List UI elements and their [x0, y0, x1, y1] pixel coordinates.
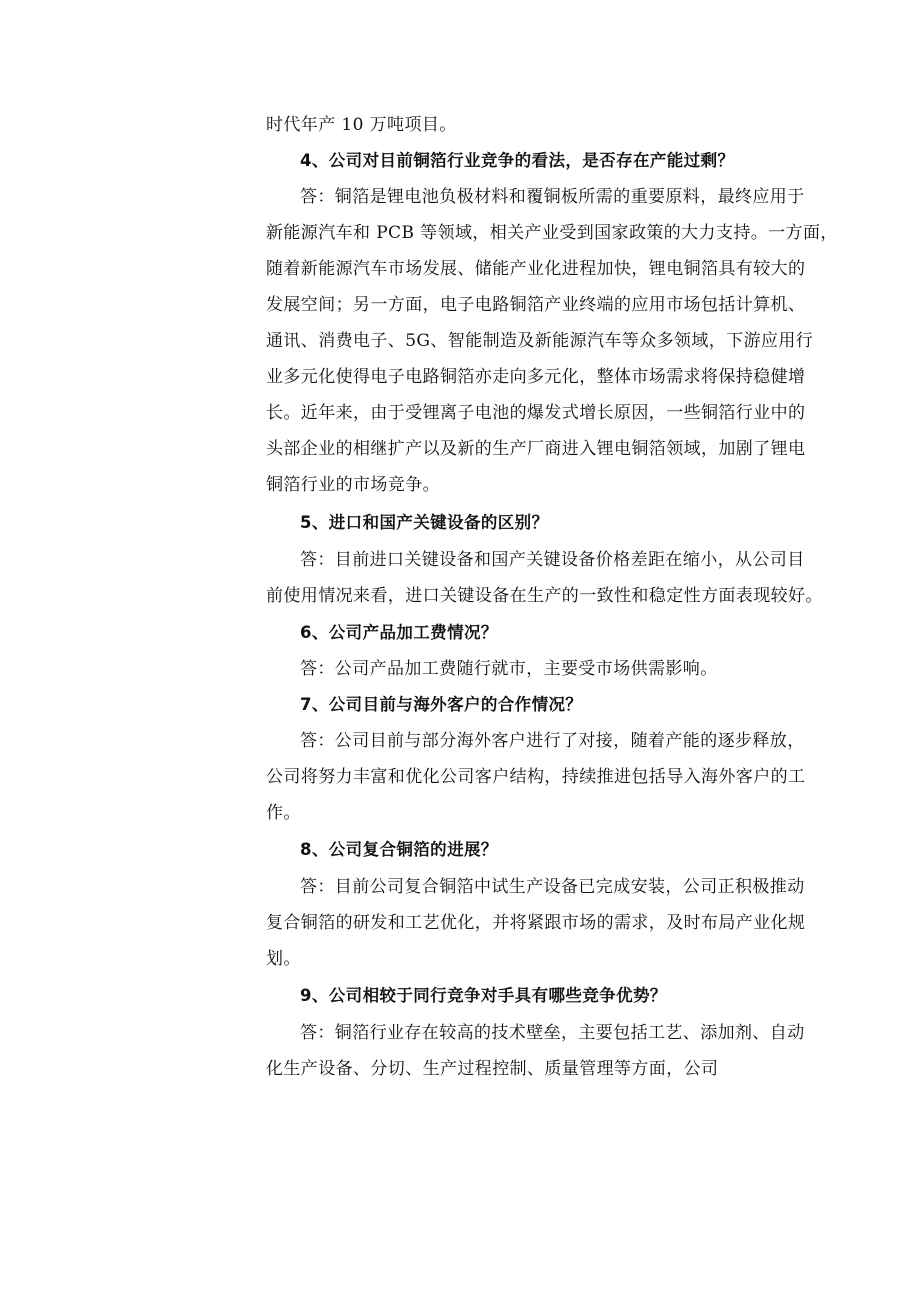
question-9: 9、公司相较于同行竞争对手具有哪些竞争优势？: [300, 986, 667, 1005]
answer-8-line-3: 划。: [266, 949, 301, 969]
question-5: 5、进口和国产关键设备的区别？: [300, 513, 549, 532]
answer-4-line-4: 发展空间；另一方面，电子电路铜箔产业终端的应用市场包括计算机、: [266, 295, 806, 315]
question-6: 6、公司产品加工费情况？: [300, 623, 498, 642]
answer-5-line-2: 前使用情况来看，进口关键设备在生产的一致性和稳定性方面表现较好。: [266, 586, 823, 606]
answer-7-line-2: 公司将努力丰富和优化公司客户结构，持续推进包括导入海外客户的工: [266, 767, 806, 787]
answer-8-line-1: 答：目前公司复合铜箔中试生产设备已完成安装，公司正积极推动: [300, 877, 805, 897]
answer-4-line-6: 业多元化使得电子电路铜箔亦走向多元化，整体市场需求将保持稳健增: [266, 367, 806, 387]
question-4: 4、公司对目前铜箔行业竞争的看法，是否存在产能过剩？: [300, 151, 735, 170]
answer-4-line-3: 随着新能源汽车市场发展、储能产业化进程加快，锂电铜箔具有较大的: [266, 259, 806, 279]
answer-7-line-1: 答：公司目前与部分海外客户进行了对接，随着产能的逐步释放，: [300, 731, 805, 751]
answer-9-line-2: 化生产设备、分切、生产过程控制、质量管理等方面，公司: [266, 1059, 719, 1079]
answer-4-line-9: 铜箔行业的市场竞争。: [266, 475, 440, 495]
answer-6-line-1: 答：公司产品加工费随行就市，主要受市场供需影响。: [300, 659, 718, 679]
answer-4-line-1: 答：铜箔是锂电池负极材料和覆铜板所需的重要原料，最终应用于: [300, 187, 805, 207]
intro-line: 时代年产 10 万吨项目。: [266, 115, 457, 135]
answer-4-line-7: 长。近年来，由于受锂离子电池的爆发式增长原因，一些铜箔行业中的: [266, 403, 806, 423]
answer-4-line-2: 新能源汽车和 PCB 等领域，相关产业受到国家政策的大力支持。一方面，: [266, 223, 838, 243]
answer-9-line-1: 答：铜箔行业存在较高的技术壁垒，主要包括工艺、添加剂、自动: [300, 1023, 805, 1043]
question-8: 8、公司复合铜箔的进展？: [300, 840, 498, 859]
question-7: 7、公司目前与海外客户的合作情况？: [300, 695, 583, 714]
answer-7-line-3: 作。: [266, 803, 301, 823]
answer-4-line-5: 通讯、消费电子、5G、智能制造及新能源汽车等众多领域，下游应用行: [266, 331, 814, 351]
answer-8-line-2: 复合铜箔的研发和工艺优化，并将紧跟市场的需求，及时布局产业化规: [266, 913, 806, 933]
answer-5-line-1: 答：目前进口关键设备和国产关键设备价格差距在缩小，从公司目: [300, 550, 805, 570]
answer-4-line-8: 头部企业的相继扩产以及新的生产厂商进入锂电铜箔领域，加剧了锂电: [266, 439, 806, 459]
